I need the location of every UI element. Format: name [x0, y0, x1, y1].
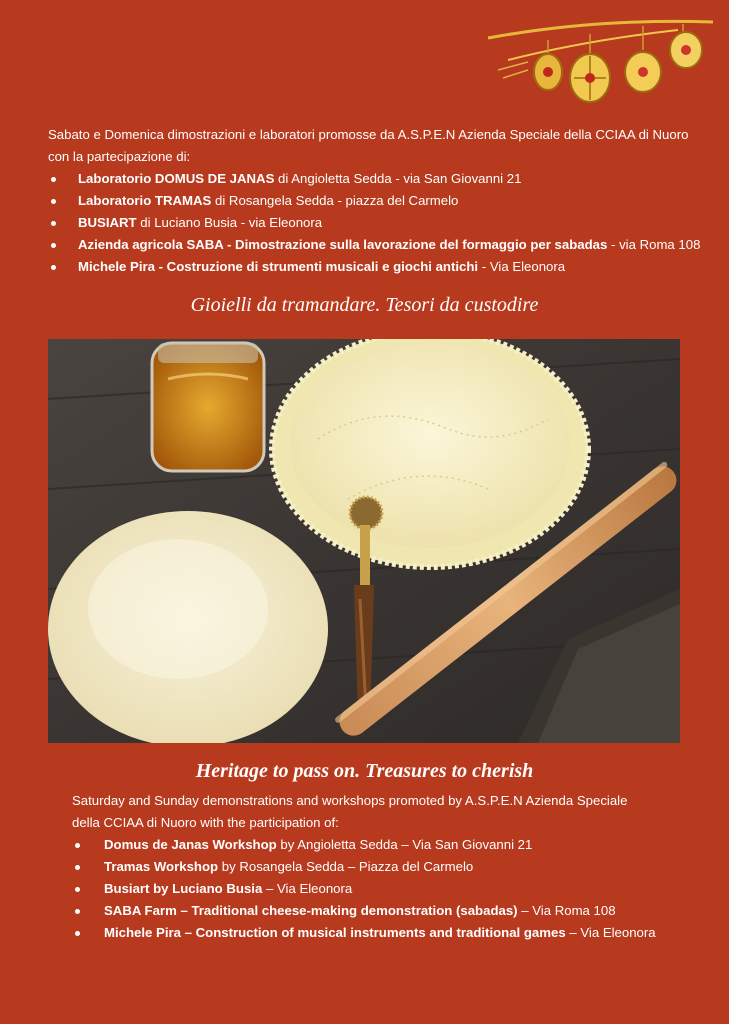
italian-heading: Gioielli da tramandare. Tesori da custodire — [190, 294, 539, 316]
english-intro-line-1: Saturday and Sunday demonstrations and workshops promoted by A.S.P.E.N Azienda Speciale — [72, 793, 628, 808]
participant-details: di Rosangela Sedda - piazza del Carmelo — [211, 193, 459, 208]
participant-name: Tramas Workshop — [104, 859, 219, 874]
participant-name: Laboratorio DOMUS DE JANAS — [78, 171, 275, 186]
participant-name: SABA Farm – Traditional cheese-making demonstration (sabadas) — [104, 903, 518, 918]
english-intro-line-2: della CCIAA di Nuoro with the participation of: — [72, 815, 339, 830]
list-item — [72, 922, 702, 944]
participant-name: Michele Pira - Costruzione di strumenti musicali e giochi antichi — [78, 259, 479, 274]
italian-participants-list — [48, 168, 708, 278]
participant-details: di Angioletta Sedda - via San Giovanni 21 — [274, 171, 522, 186]
list-item — [72, 878, 702, 900]
participant-details: – Via Eleonora — [262, 881, 353, 896]
participant-details: – Via Roma 108 — [517, 903, 616, 918]
sabadas-ingredients-photo — [48, 339, 680, 743]
participant-name: Michele Pira – Construction of musical instruments and traditional games — [104, 925, 566, 940]
list-item — [48, 168, 708, 190]
italian-text-block — [48, 124, 708, 278]
participant-details: - via Roma 108 — [607, 237, 701, 252]
participant-name: Domus de Janas Workshop — [104, 837, 277, 852]
english-participants-list — [72, 834, 702, 944]
list-item — [72, 834, 702, 856]
participant-details: by Angioletta Sedda – Via San Giovanni 21 — [276, 837, 533, 852]
participant-details: - Via Eleonora — [478, 259, 566, 274]
list-item — [48, 190, 708, 212]
italian-intro-line-2: con la partecipazione di: — [48, 149, 191, 164]
list-item — [72, 856, 702, 878]
list-item — [48, 212, 708, 234]
participant-details: by Rosangela Sedda – Piazza del Carmelo — [218, 859, 474, 874]
golden-hanging-ornaments-icon — [478, 0, 718, 120]
english-heading: Heritage to pass on. Treasures to cherish — [195, 760, 534, 782]
italian-intro-line-1: Sabato e Domenica dimostrazioni e laboratori promosse da A.S.P.E.N Azienda Speciale della CCIAA di Nuoro — [48, 127, 689, 142]
list-item — [48, 256, 708, 278]
list-item — [72, 900, 702, 922]
list-item — [48, 234, 708, 256]
participant-details: – Via Eleonora — [565, 925, 656, 940]
participant-name: BUSIART — [78, 215, 137, 230]
participant-name: Laboratorio TRAMAS — [78, 193, 212, 208]
participant-name: Azienda agricola SABA - Dimostrazione sulla lavorazione del formaggio per sabadas — [78, 237, 608, 252]
participant-name: Busiart by Luciano Busia — [104, 881, 263, 896]
participant-details: di Luciano Busia - via Eleonora — [136, 215, 323, 230]
english-text-block — [72, 790, 702, 944]
